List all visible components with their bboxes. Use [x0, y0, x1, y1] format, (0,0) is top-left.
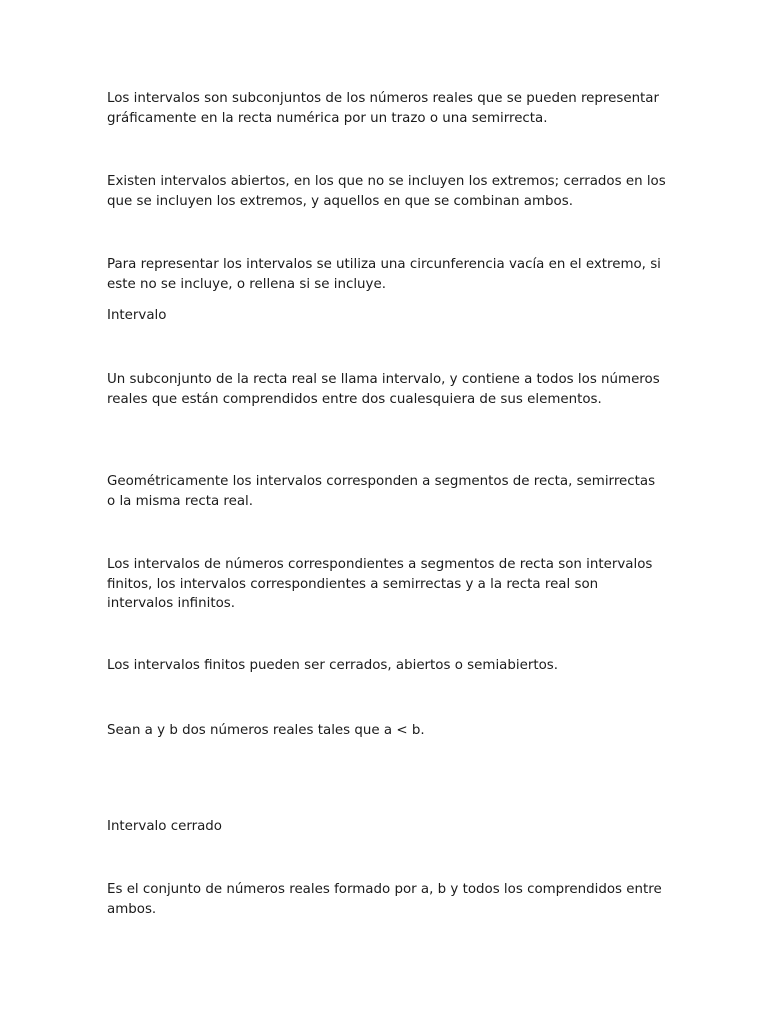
paragraph-types: Existen intervalos abiertos, en los que no se incluyen los extremos; cerrados en los que se incluyen los extremos, y aquellos en que se combinan ambos. [107, 174, 666, 209]
paragraph-representation: Para representar los intervalos se utiliza una circunferencia vacía en el extremo, si este no se incluye, o rellena si se incluye. [107, 257, 661, 292]
paragraph-finite-infinite: Los intervalos de números correspondientes a segmentos de recta son intervalos finitos, los intervalos correspondientes a semirrectas y a la recta real son intervalos infinitos. [107, 557, 653, 611]
paragraph-definition: Un subconjunto de la recta real se llama intervalo, y contiene a todos los números reales que están comprendidos entre dos cualesquiera de sus elementos. [107, 372, 660, 407]
paragraph-finite-kinds: Los intervalos finitos pueden ser cerrados, abiertos o semiabiertos. [107, 658, 559, 673]
paragraph-a-less-than-b: Sean a y b dos números reales tales que a < b. [107, 723, 425, 738]
paragraph-closed-definition: Es el conjunto de números reales formado por a, b y todos los comprendidos entre ambos. [107, 882, 662, 917]
heading-intervalo: Intervalo [107, 308, 167, 323]
heading-intervalo-cerrado: Intervalo cerrado [107, 819, 223, 834]
paragraph-geometry: Geométricamente los intervalos corresponden a segmentos de recta, semirrectas o la misma recta real. [107, 474, 656, 509]
paragraph-intro: Los intervalos son subconjuntos de los números reales que se pueden representar gráficamente en la recta numérica por un trazo o una semirrecta. [107, 91, 660, 126]
